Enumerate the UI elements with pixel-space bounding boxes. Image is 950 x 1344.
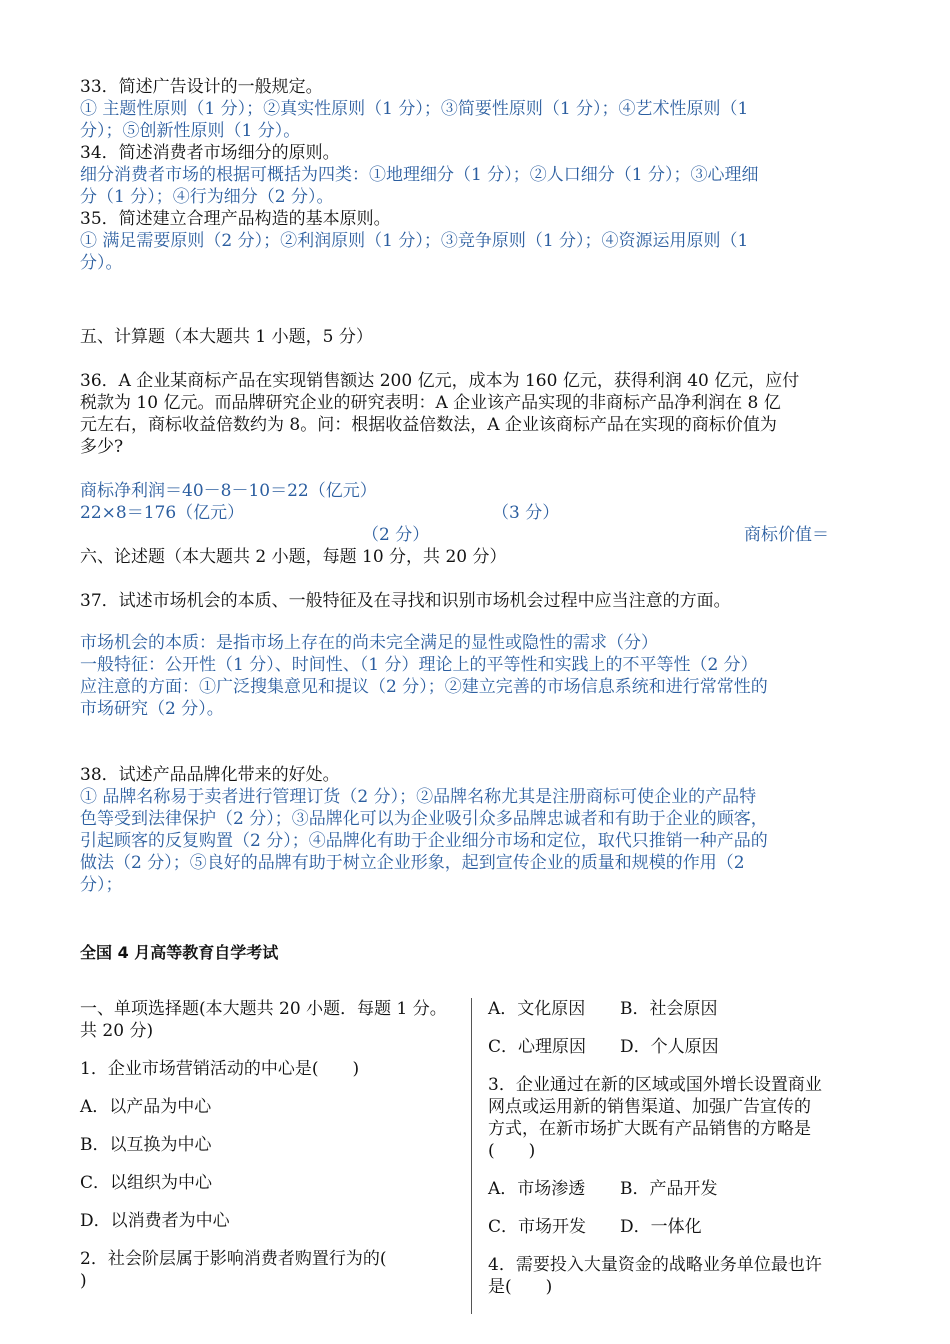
- question-3-option-d: D．一体化: [620, 1217, 702, 1237]
- answer-37: 市场机会的本质：是指市场上存在的尚未完全满足的显性或隐性的需求（分） 一般特征：公开性（1 分）、时间性、（1 分）理论上的平等性和实践上的不平等性（2 分） 应注意的方面：①广泛搜集意见和提议（2 分）；②建立完善的市场信息系统和进行常常性的 市场研究（2 分）。: [80, 633, 768, 719]
- question-2-options-row-1: [488, 998, 870, 1020]
- exam-title: 全国 4 月高等教育自学考试: [80, 943, 279, 962]
- answer-36-value-label: 商标价值＝: [744, 525, 829, 545]
- answer-36-score: （3 分）: [492, 503, 560, 523]
- question-2-option-c: C．心理原因: [488, 1037, 587, 1057]
- answer-38: ① 品牌名称易于卖者进行管理订货（2 分）；②品牌名称尤其是注册商标可使企业的产品特 色等受到法律保护（2 分）；③品牌化可以为企业吸引众多品牌忠诚者和有助于企业的顾客， 引起顾客的反复购置（2 分）；④品牌化有助于企业细分市场和定位，取代只推销一种产品的 做法（2 分）；⑤良好的品牌有助于树立企业形象，起到宣传企业的质量和规模的作用（2 分）；: [80, 787, 768, 895]
- question-3-option-b: B．产品开发: [620, 1179, 718, 1199]
- column-divider: [471, 998, 472, 1314]
- question-1-option-b: B．以互换为中心: [80, 1135, 212, 1155]
- question-34: 34．简述消费者市场细分的原则。: [80, 143, 340, 163]
- question-38: 38．试述产品品牌化带来的好处。: [80, 765, 340, 785]
- question-3: 3．企业通过在新的区域或国外增长设置商业 网点或运用新的销售渠道、加强广告宣传的 方式，在新市场扩大既有产品销售的方略是 ( ): [488, 1075, 822, 1161]
- right-column: [488, 998, 870, 1298]
- answer-35: ① 满足需要原则（2 分）；②利润原则（1 分）；③竞争原则（1 分）；④资源运用原则（1 分）。: [80, 231, 749, 273]
- question-2-option-a: A．文化原因: [488, 999, 586, 1019]
- question-1-option-d: D．以消费者为中心: [80, 1211, 230, 1231]
- question-2-option-d: D．个人原因: [620, 1037, 719, 1057]
- question-35: 35．简述建立合理产品构造的基本原则。: [80, 209, 391, 229]
- answer-34: 细分消费者市场的根据可概括为四类：①地理细分（1 分）；②人口细分（1 分）；③心理细 分（1 分）；④行为细分（2 分）。: [80, 165, 759, 207]
- question-4: 4．需要投入大量资金的战略业务单位最也许 是( ): [488, 1255, 822, 1297]
- two-column-section: [80, 998, 870, 1314]
- question-2-options-row-2: [488, 1036, 870, 1058]
- question-3-option-a: A．市场渗透: [488, 1179, 586, 1199]
- section-1-heading: 一、单项选择题(本大题共 20 小题．每题 1 分。 共 20 分): [80, 999, 447, 1041]
- answer-36-result: 22×8＝176（亿元）: [80, 503, 245, 523]
- answer-36-formula: 商标净利润＝40－8－10＝22（亿元）: [80, 481, 377, 501]
- question-33: 33．简述广告设计的一般规定。: [80, 77, 323, 97]
- question-1-option-a: A．以产品为中心: [80, 1097, 212, 1117]
- question-1-option-c: C．以组织为中心: [80, 1173, 213, 1193]
- question-3-options-row-1: [488, 1178, 870, 1200]
- answer-36-score-2: （2 分）: [362, 525, 430, 545]
- question-2: 2．社会阶层属于影响消费者购置行为的( ): [80, 1249, 387, 1291]
- question-36: 36．A 企业某商标产品在实现销售额达 200 亿元，成本为 160 亿元，获得利润 40 亿元，应付 税款为 10 亿元。而品牌研究企业的研究表明：A 企业该产品实现的非商标产品净利润在 8 亿 元左右，商标收益倍数约为 8。问：根据收益倍数法，A 企业该商标产品在实现的商标价值为 多少?: [80, 371, 800, 457]
- section-5-heading: 五、计算题（本大题共 1 小题，5 分）: [80, 327, 373, 347]
- answer-33: ① 主题性原则（1 分）；②真实性原则（1 分）；③简要性原则（1 分）；④艺术性原则（1 分）；⑤创新性原则（1 分）。: [80, 99, 749, 141]
- left-column: [80, 998, 465, 1292]
- question-3-option-c: C．市场开发: [488, 1217, 587, 1237]
- document-page: [80, 76, 870, 963]
- section-6-heading: 六、论述题（本大题共 2 小题，每题 10 分，共 20 分）: [80, 547, 507, 567]
- question-1: 1．企业市场营销活动的中心是( ): [80, 1059, 360, 1079]
- question-2-option-b: B．社会原因: [620, 999, 718, 1019]
- question-3-options-row-2: [488, 1216, 870, 1238]
- question-37: 37．试述市场机会的本质、一般特征及在寻找和识别市场机会过程中应当注意的方面。: [80, 591, 731, 611]
